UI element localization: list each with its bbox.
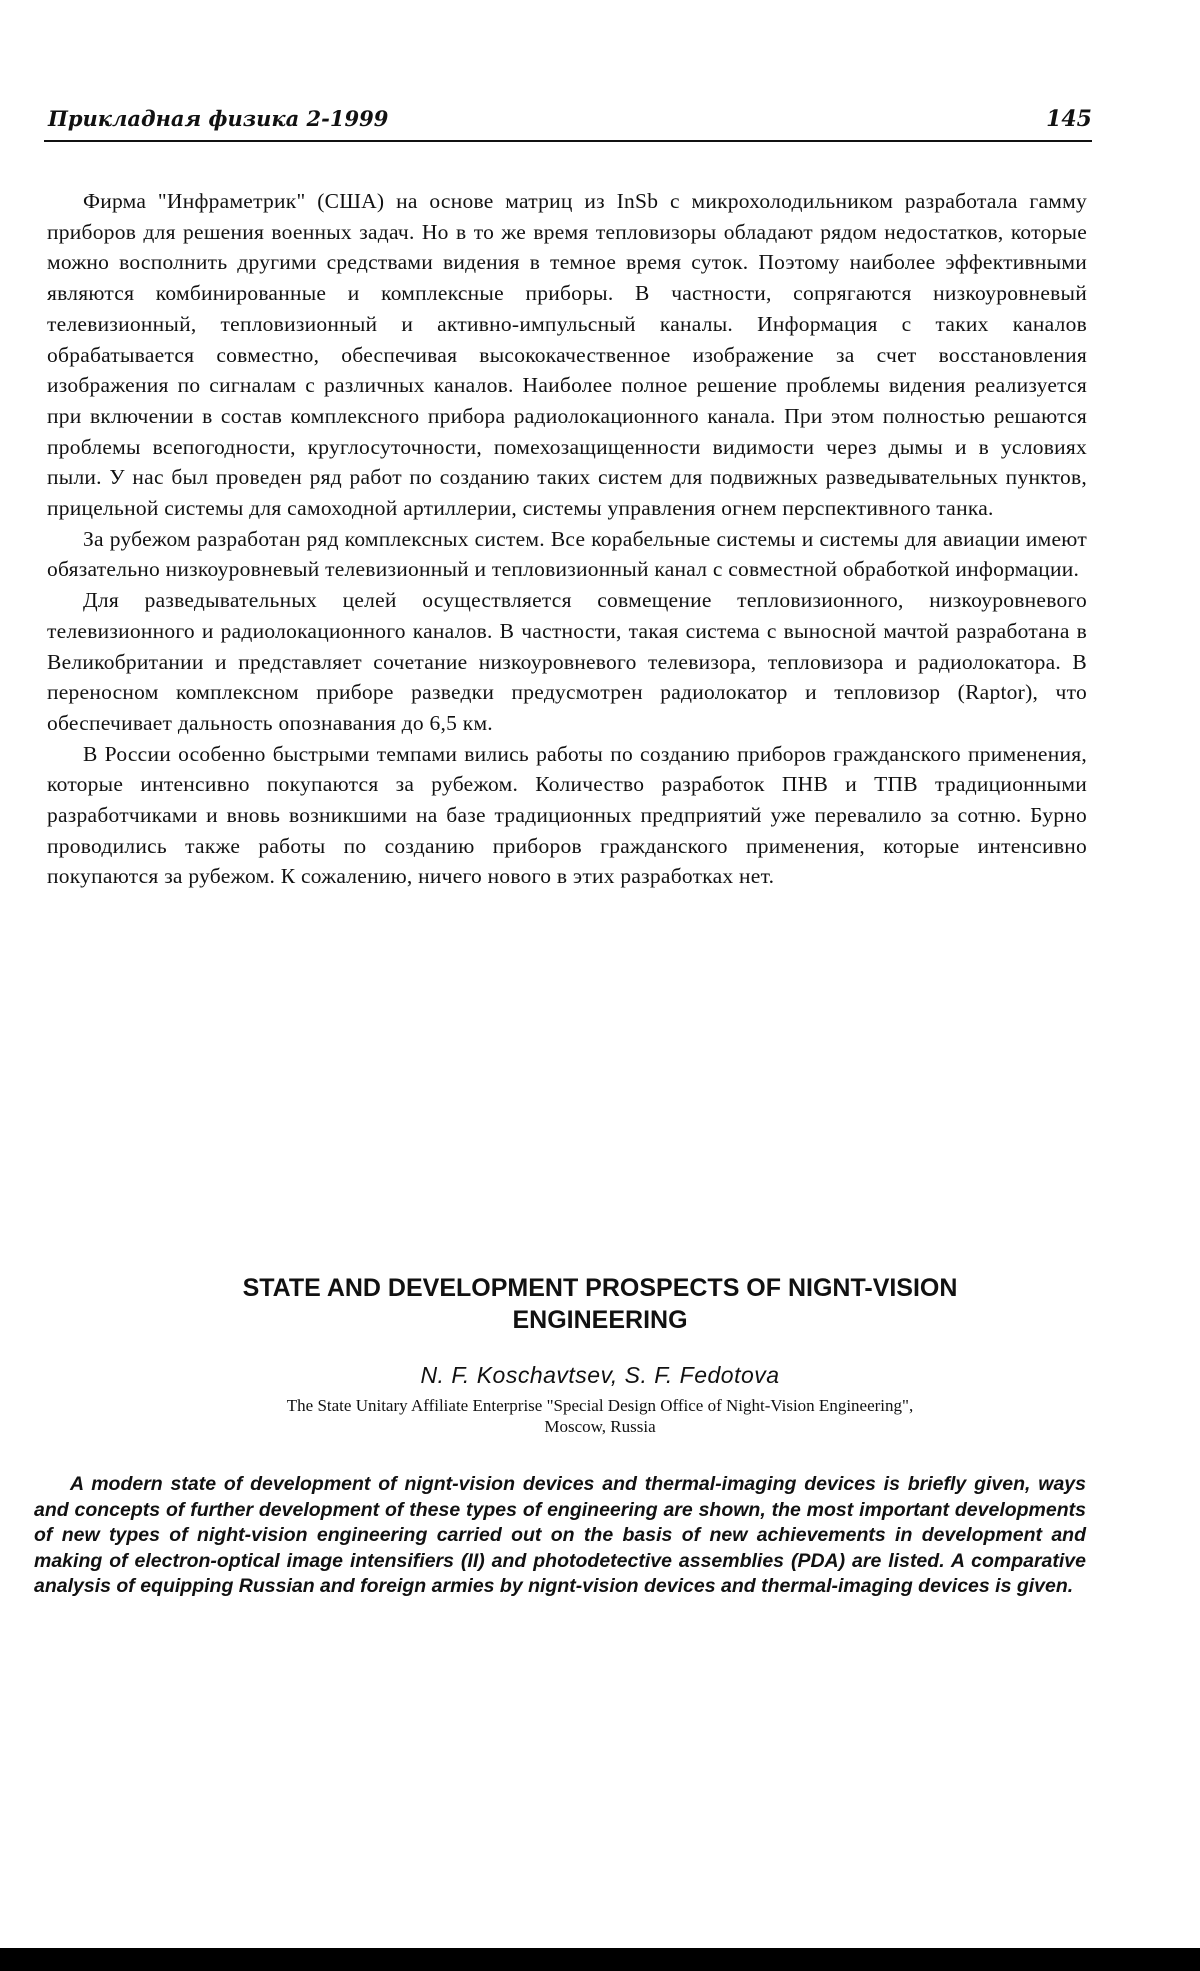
abstract xyxy=(34,1472,1086,1600)
page-number: 145 xyxy=(1046,106,1092,132)
paragraph: Фирма "Инфраметрик" (США) на основе матриц из InSb с микрохолодильником разработала гамму приборов для решения военных задач. Но в то же время тепловизоры обладают рядом недостатков, которые можно восполнить другими средствами видения в темное время суток. Поэтому наиболее эффективными являются комбинированные и комплексные приборы. В частности, сопрягаются низкоуровневый телевизионный, тепловизионный и активно-импульсный каналы. Информация с таких каналов обрабатывается совместно, обеспечивая высококачественное изображение за счет восстановления изображения по сигналам с различных каналов. Наиболее полное решение проблемы видения реализуется при включении в состав комплексного прибора радиолокационного канала. При этом полностью решаются проблемы всепогодности, круглосуточности, помехозащищенности видимости через дымы и в условиях пыли. У нас был проведен ряд работ по созданию таких систем для подвижных разведывательных пунктов, прицельной системы для самоходной артиллерии, системы управления огнем перспективного танка. xyxy=(47,189,1087,521)
scan-bottom-border xyxy=(0,1948,1200,1971)
paragraph: В России особенно быстрыми темпами вились работы по созданию приборов гражданского применения, которые интенсивно покупаются за рубежом. Количество разработок ПНВ и ТПВ традиционными разработчиками и вновь возникшими на базе традиционных предприятий уже перевалило за сотню. Бурно проводились также работы по созданию приборов гражданского применения, которые интенсивно покупаются за рубежом. К сожалению, ничего нового в этих разработках нет. xyxy=(47,741,1087,889)
journal-title: Прикладная физика 2-1999 xyxy=(48,106,389,131)
body-text xyxy=(47,186,1087,892)
paragraph: Для разведывательных целей осуществляется совмещение тепловизионного, низкоуровневого телевизионного и радиолокационного каналов. В частности, такая система с выносной мачтой разработана в Великобритании и представляет сочетание низкоуровневого телевизора, тепловизора и радиолокатора. В переносном комплексном приборе разведки предусмотрен радиолокатор и тепловизор (Raptor), что обеспечивает дальность опознавания до 6,5 км. xyxy=(47,588,1087,735)
affiliation-line: The State Unitary Affiliate Enterprise "Special Design Office of Night-Vision Engineering", xyxy=(286,1396,914,1415)
article-title xyxy=(90,1272,1110,1336)
article-title-line: ENGINEERING xyxy=(512,1306,688,1334)
abstract-text: A modern state of development of nignt-vision devices and thermal-imaging devices is briefly given, ways and concepts of further development of these types of engineering are shown, the most important developments of new types of night-vision engineering carried out on the basis of new achievements in development and making of electron-optical image intensifiers (II) and photodetective assemblies (PDA) are listed. A comparative analysis of equipping Russian and foreign armies by nignt-vision devices and thermal-imaging devices is given. xyxy=(34,1473,1086,1597)
affiliation-line: Moscow, Russia xyxy=(544,1417,656,1436)
running-header xyxy=(44,104,1092,142)
article-title-line: STATE AND DEVELOPMENT PROSPECTS OF NIGNT-VISION xyxy=(242,1274,958,1302)
paragraph: За рубежом разработан ряд комплексных систем. Все корабельные системы и системы для авиации имеют обязательно низкоуровневый телевизионный и тепловизионный канал с совместной обработкой информации. xyxy=(47,526,1087,582)
affiliation xyxy=(90,1395,1110,1437)
authors: N. F. Koschavtsev, S. F. Fedotova xyxy=(420,1362,780,1388)
